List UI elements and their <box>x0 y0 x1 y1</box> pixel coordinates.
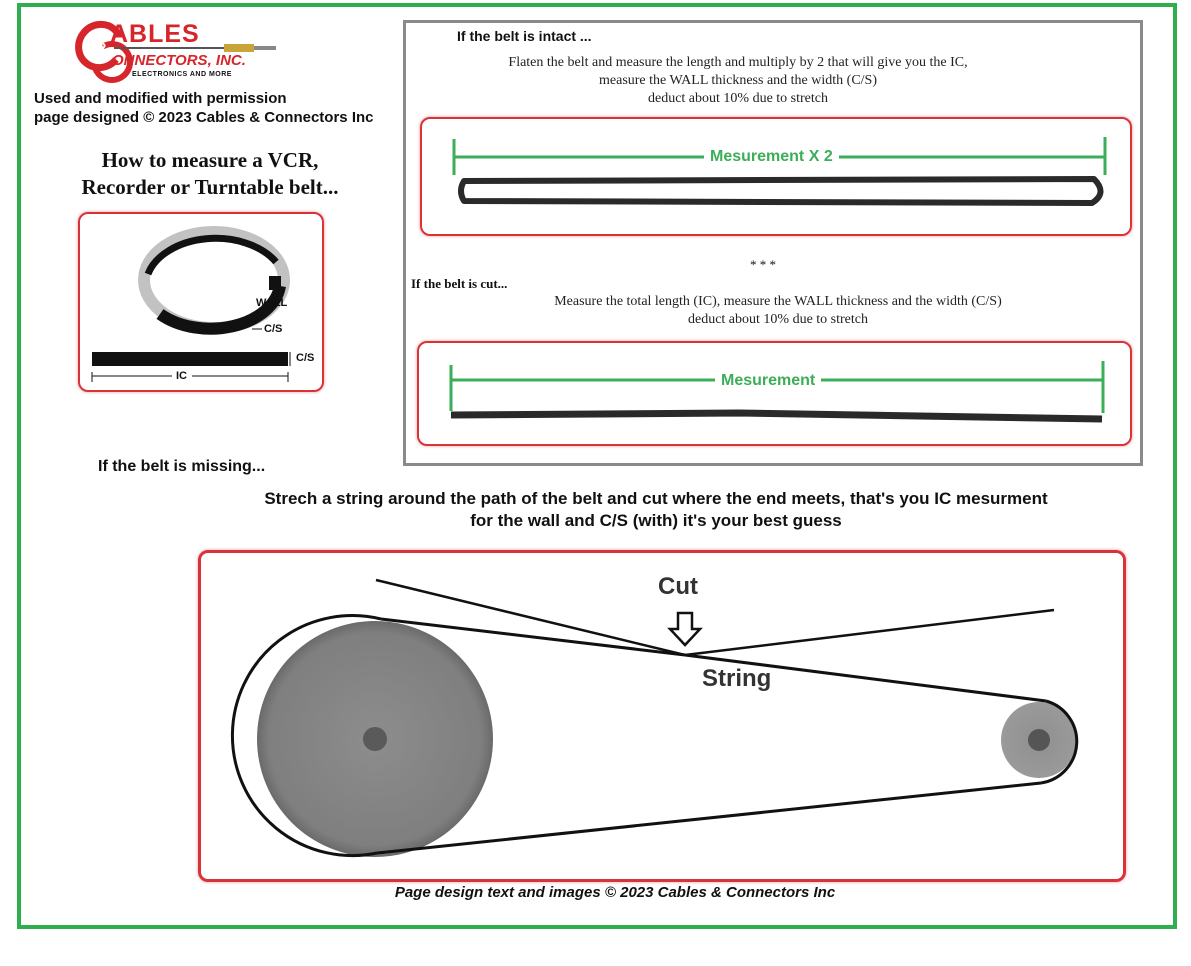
cut-heading: If the belt is cut... <box>411 276 508 291</box>
footer-copyright: Page design text and images © 2023 Cables & Connectors Inc <box>394 884 836 901</box>
cs-label-bar: C/S <box>296 352 315 364</box>
wall-label: WALL <box>256 297 288 309</box>
intact-line3: deduct about 10% due to stretch <box>647 91 828 106</box>
logo-line1: ABLES <box>110 20 200 48</box>
driven-pulley-hub <box>1028 729 1050 751</box>
string-label: String <box>702 665 772 692</box>
intact-instructions <box>406 54 1070 108</box>
missing-line2: for the wall and C/S (with) it's your best guess <box>470 511 842 530</box>
logo-ampersand: & <box>96 40 109 60</box>
page-title <box>40 147 380 201</box>
cut-arrow-icon <box>670 613 700 645</box>
ic-label: IC <box>176 370 187 382</box>
intact-measure-label: Mesurement X 2 <box>704 148 839 166</box>
missing-heading: If the belt is missing... <box>98 458 266 475</box>
cut-measure-diagram <box>419 343 1128 442</box>
permission-line1: Used and modified with permission <box>34 90 287 107</box>
drive-pulley-hub <box>363 727 387 751</box>
logo-tagline: ELECTRONICS AND MORE <box>132 71 232 78</box>
intact-heading: If the belt is intact ... <box>457 28 592 44</box>
intact-measure-diagram <box>422 119 1128 232</box>
cut-line2: deduct about 10% due to stretch <box>687 312 868 327</box>
pulley-diagram <box>201 553 1119 875</box>
cut-label: Cut <box>658 573 698 600</box>
missing-instructions <box>100 488 1191 532</box>
cut-instructions <box>448 293 1108 329</box>
permission-note <box>34 89 374 127</box>
missing-line1: Strech a string around the path of the belt and cut where the end meets, that's you IC mesurment <box>264 489 1048 508</box>
logo-line2: ONNECTORS, INC. <box>112 52 246 69</box>
title-line2: Recorder or Turntable belt... <box>81 175 339 199</box>
intact-line1: Flaten the belt and measure the length and multiply by 2 that will give you the IC, <box>508 55 968 70</box>
intact-line2: measure the WALL thickness and the width (C/S) <box>599 73 877 88</box>
cut-line1: Measure the total length (IC), measure the WALL thickness and the width (C/S) <box>554 294 1002 309</box>
cs-label-ring: C/S <box>264 323 283 335</box>
permission-line2: page designed © 2023 Cables & Connectors Inc <box>34 109 374 126</box>
section-separator: * * * <box>750 257 776 272</box>
cut-measure-label: Mesurement <box>715 372 821 390</box>
title-line1: How to measure a VCR, <box>101 148 319 172</box>
